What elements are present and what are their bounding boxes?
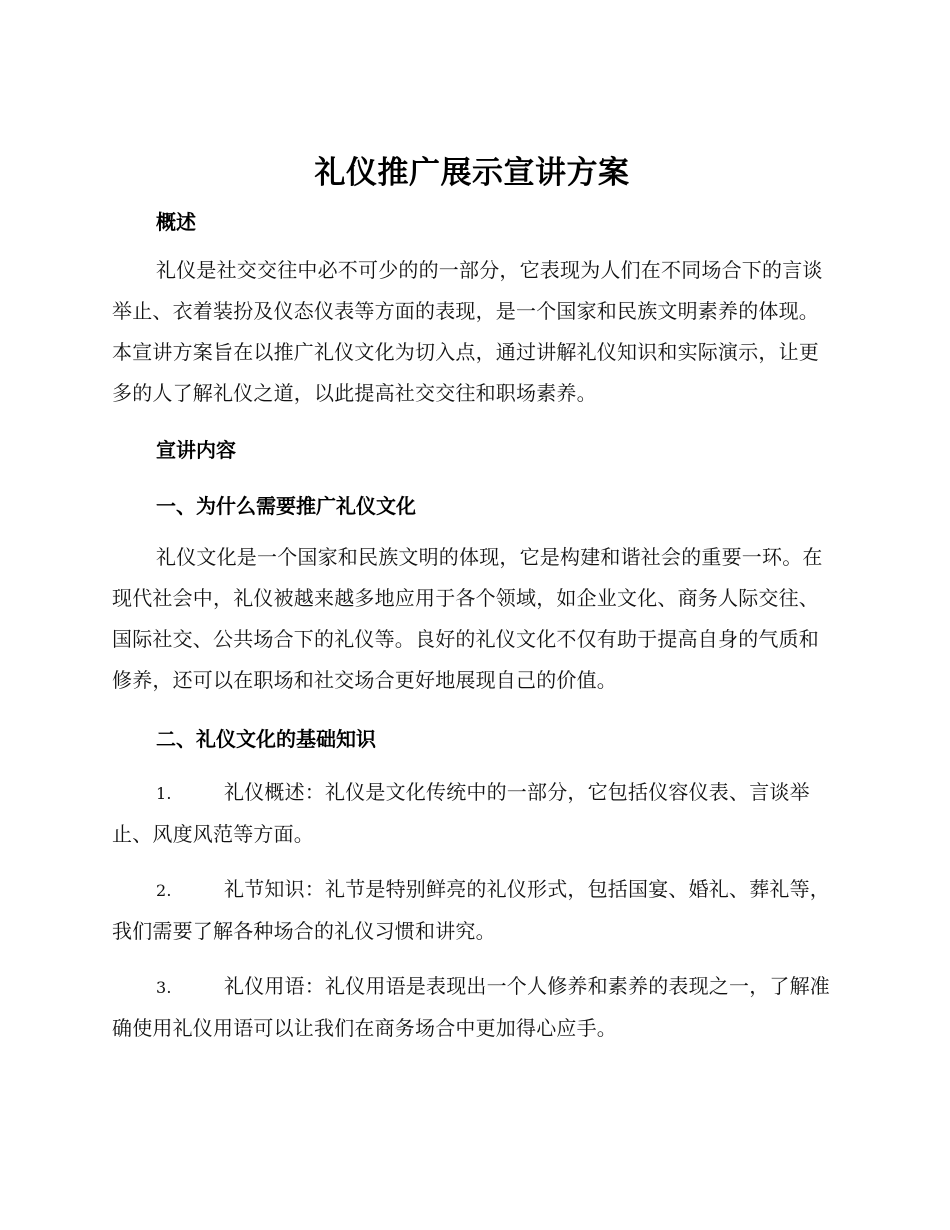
section-2-heading: 二、礼仪文化的基础知识 [156,727,376,751]
overview-heading: 概述 [156,210,196,234]
list-item-text: 礼仪概述：礼仪是文化传统中的一部分，它包括仪容仪表、言谈举止、风度风范等方面。 [112,780,810,846]
section-1-heading: 一、为什么需要推广礼仪文化 [156,494,416,518]
numbered-list-item [112,966,832,1049]
list-item-number: 1. [156,784,172,803]
list-item-text: 礼节知识：礼节是特别鲜亮的礼仪形式，包括国宴、婚礼、葬礼等，我们需要了解各种场合的礼仪习惯和讲究。 [112,877,830,943]
document-title: 礼仪推广展示宣讲方案 [314,155,630,191]
numbered-list-item [112,772,832,855]
list-item-number: 2. [156,881,172,900]
section-1-paragraph: 礼仪文化是一个国家和民族文明的体现，它是构建和谐社会的重要一环。在现代社会中，礼仪被越来越多地应用于各个领域，如企业文化、商务人际交往、国际社交、公共场合下的礼仪等。良好的礼仪文化不仅有助于提高自身的气质和修养，还可以在职场和社交场合更好地展现自己的价值。 [112,545,823,692]
list-item-number: 3. [156,978,172,997]
list-item-text: 礼仪用语：礼仪用语是表现出一个人修养和素养的表现之一，了解准确使用礼仪用语可以让我们在商务场合中更加得心应手。 [112,974,830,1040]
numbered-list-item [112,869,832,952]
content-heading: 宣讲内容 [156,438,236,462]
document-body [112,150,832,1049]
overview-paragraph: 礼仪是社交交往中必不可少的的一部分，它表现为人们在不同场合下的言谈举止、衣着装扮及仪态仪表等方面的表现，是一个国家和民族文明素养的体现。本宣讲方案旨在以推广礼仪文化为切入点，通过讲解礼仪知识和实际演示，让更多的人了解礼仪之道，以此提高社交交往和职场素养。 [112,258,823,405]
